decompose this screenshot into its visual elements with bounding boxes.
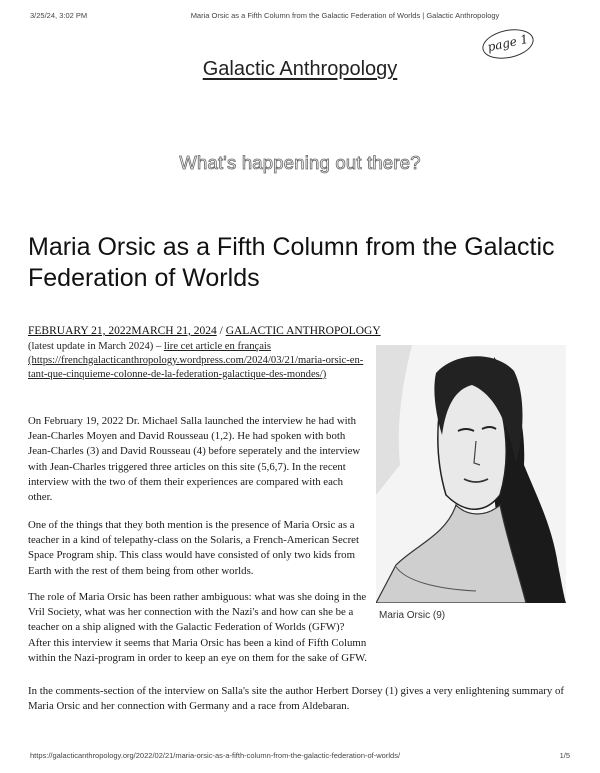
handwritten-page-mark: page 1 bbox=[480, 25, 537, 63]
post-category-link[interactable]: GALACTIC ANTHROPOLOGY bbox=[225, 325, 381, 337]
print-footer bbox=[30, 751, 570, 763]
meta-separator: / bbox=[219, 325, 223, 337]
post-meta bbox=[28, 325, 381, 337]
print-url: https://galacticanthropology.org/2022/02/21/maria-orsic-as-a-fifth-column-from-the-galactic-federation-of-worlds/ bbox=[30, 751, 401, 760]
post-title: Maria Orsic as a Fifth Column from the Galactic Federation of Worlds bbox=[28, 233, 555, 292]
french-version-link[interactable]: lire cet article en français bbox=[163, 341, 271, 352]
paragraph-3: The role of Maria Orsic has been rather ambiguous: what was she doing in the Vril Society, what was her connection with the Nazi's and how can she be a teacher on a ship aligned with the Galactic Federation of Worlds (GFW)? After this interview it seems that Maria Orsic has been a kind of Fifth Column within the Nazi-program in order to keep an eye on them for the sake of GFW. bbox=[28, 591, 367, 664]
paragraph-2: One of the things that they both mention is the presence of Maria Orsic as a teacher in a kind of telepathy-class on the Solaris, a French-American Secret Space Program ship. This class would have consisted of only two kids from Earth with the rest of them being from other worlds. bbox=[28, 519, 359, 577]
print-timestamp: 3/25/24, 3:02 PM bbox=[30, 11, 88, 20]
french-version-url[interactable]: (https://frenchgalacticanthropology.wordpress.com/2024/03/21/maria-orsic-en-tant-que-cinquieme-colonne-de-la-federation-galactique-des-mondes/) bbox=[28, 355, 364, 380]
paragraph-4: In the comments-section of the interview on Salla's site the author Herbert Dorsey (1) gives a very enlightening summary of Maria Orsic and her connection with Germany and a race from Aldebaran. bbox=[28, 685, 564, 713]
paragraph-1: On February 19, 2022 Dr. Michael Salla launched the interview he had with Jean-Charles Moyen and David Rousseau (1,2). He had spoken with both Jean-Charles (3) and David Rousseau (4) before seperately and the interview with Jean-Charles triggered three articles on this site (5,6,7). In the recent interview with the two of them their experiences are compared with each other. bbox=[28, 415, 361, 504]
maria-orsic-portrait bbox=[376, 345, 566, 603]
post-date-published[interactable]: FEBRUARY 21, 2022 bbox=[28, 325, 132, 337]
post-date-updated[interactable]: MARCH 21, 2024 bbox=[131, 325, 217, 337]
update-prefix: (latest update in March 2024) – bbox=[28, 341, 162, 352]
image-caption: Maria Orsic (9) bbox=[379, 610, 446, 621]
print-header bbox=[30, 11, 570, 25]
site-title-link[interactable]: Galactic Anthropology bbox=[202, 58, 398, 80]
site-tagline: What's happening out there? bbox=[179, 152, 421, 173]
print-page-number: 1/5 bbox=[559, 751, 570, 760]
print-page-title: Maria Orsic as a Fifth Column from the Galactic Federation of Worlds | Galactic Anthropology bbox=[190, 11, 500, 20]
update-note bbox=[28, 340, 368, 382]
